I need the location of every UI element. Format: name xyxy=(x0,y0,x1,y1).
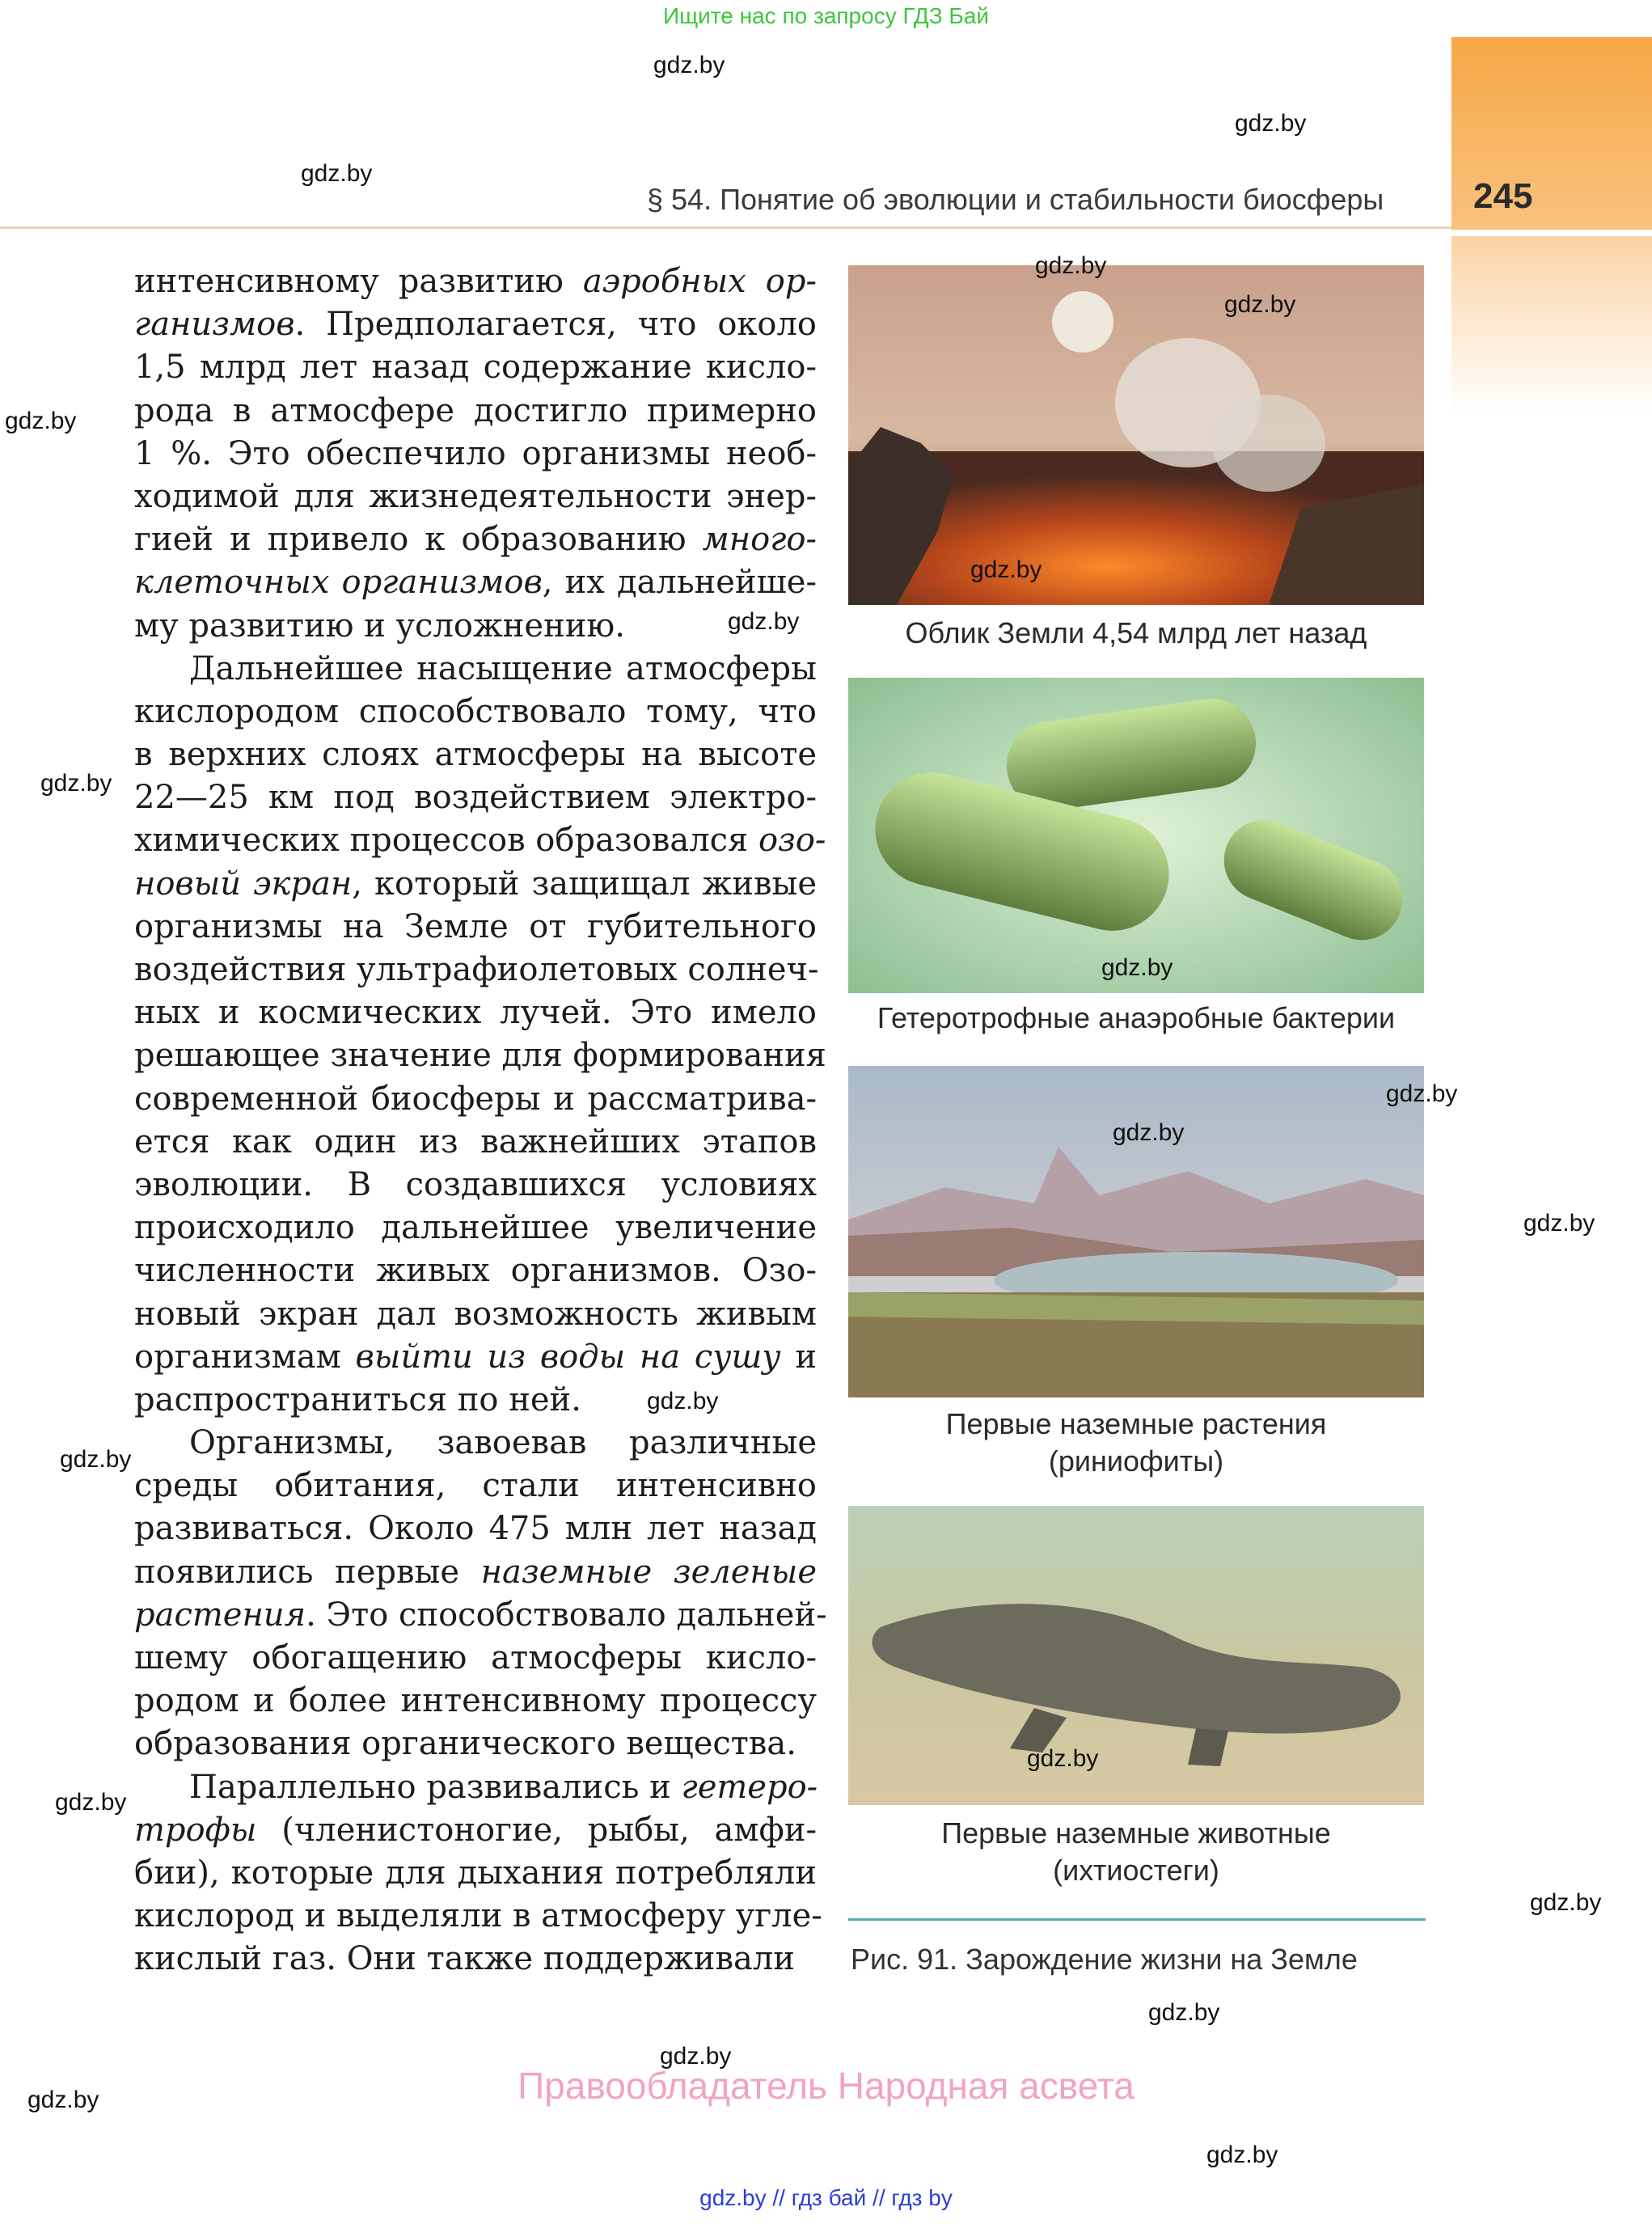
italic-term: ганизмов xyxy=(134,306,295,344)
text-line xyxy=(134,346,817,389)
first-animals-image xyxy=(848,1506,1424,1805)
text-run: бии), которые для дыхания потребляли xyxy=(134,1854,817,1892)
text-line xyxy=(134,906,817,949)
text-run: ходимой для жизнедеятельности энер- xyxy=(134,477,817,515)
header-divider xyxy=(0,226,1451,229)
text-line xyxy=(134,1207,817,1249)
text-run: организмам xyxy=(134,1338,356,1376)
text-line xyxy=(134,1551,817,1594)
italic-term: гетеро- xyxy=(681,1768,818,1806)
italic-term: озо- xyxy=(758,822,826,860)
text-line xyxy=(134,1938,817,1981)
watermark: gdz.by xyxy=(660,2043,732,2070)
watermark: gdz.by xyxy=(1386,1080,1458,1107)
text-line xyxy=(134,1766,817,1809)
watermark: gdz.by xyxy=(60,1446,132,1473)
text-run: гией и привело к образованию xyxy=(134,521,703,559)
text-run: появились первые xyxy=(134,1553,481,1591)
watermark: gdz.by xyxy=(653,52,725,78)
early-earth-image xyxy=(848,265,1424,605)
watermark: gdz.by xyxy=(1035,252,1107,279)
text-line xyxy=(134,819,826,862)
text-line xyxy=(134,1507,817,1550)
text-run: воздействия ультрафиолетовых солнеч- xyxy=(134,951,819,988)
text-run: образования органического вещества. xyxy=(134,1725,796,1763)
italic-term: выйти из воды на сушу xyxy=(355,1338,781,1376)
italic-term: клеточных организмов xyxy=(134,564,543,602)
text-line xyxy=(134,518,817,561)
text-run: родом и более интенсивному процессу xyxy=(134,1682,817,1720)
text-run: шему обогащению атмосферы кисло- xyxy=(134,1639,817,1676)
text-run: в верхних слоях атмосферы на высоте xyxy=(134,736,817,774)
text-line xyxy=(134,605,817,648)
text-run: распространиться по ней. xyxy=(134,1380,581,1419)
text-line xyxy=(134,1465,817,1507)
watermark: gdz.by xyxy=(970,556,1042,583)
text-run: и xyxy=(780,1338,818,1376)
text-run: му развитию и усложнению. xyxy=(134,607,625,645)
text-line xyxy=(134,734,817,776)
figure-divider xyxy=(848,1918,1426,1921)
watermark: gdz.by xyxy=(1027,1745,1099,1772)
italic-term: новый экран xyxy=(134,865,353,903)
text-line xyxy=(134,1078,817,1121)
bacteria-caption: Гетеротрофные анаэробные бактерии xyxy=(877,1001,1396,1034)
text-run: 22—25 км под воздействием электро- xyxy=(134,779,817,817)
text-line xyxy=(134,1164,817,1207)
text-line xyxy=(134,949,817,991)
text-run: Параллельно развивались и xyxy=(189,1768,682,1806)
section-title: § 54. Понятие об эволюции и стабильности биосферы xyxy=(647,183,1384,216)
italic-term: аэробных ор- xyxy=(582,263,817,300)
watermark: gdz.by xyxy=(1148,1999,1220,2026)
text-line xyxy=(134,991,817,1034)
text-line xyxy=(134,1249,817,1292)
text-run: (членистоногие, рыбы, амфи- xyxy=(256,1811,817,1849)
text-line xyxy=(134,1034,826,1077)
top-banner[interactable]: Ищите нас по запросу ГДЗ Бай xyxy=(662,3,990,28)
first-animals-caption-1: Первые наземные животные xyxy=(941,1816,1331,1850)
first-plants-caption-2: (риниофиты) xyxy=(1048,1444,1224,1478)
watermark: gdz.by xyxy=(55,1789,127,1816)
text-line xyxy=(134,433,817,476)
italic-term: много- xyxy=(702,521,817,559)
text-line xyxy=(134,1422,817,1465)
italic-term: растения xyxy=(134,1596,306,1634)
text-line xyxy=(134,863,817,906)
watermark: gdz.by xyxy=(1113,1119,1185,1146)
text-line xyxy=(134,1121,817,1164)
text-run: организмы на Земле от губительного xyxy=(134,907,817,945)
text-run: Организмы, завоевав различные xyxy=(189,1424,817,1462)
text-line xyxy=(134,1336,817,1379)
text-run: численности живых организмов. Озо- xyxy=(134,1252,817,1290)
text-run: среды обитания, стали интенсивно xyxy=(134,1467,817,1505)
text-line xyxy=(134,1594,827,1637)
watermark: gdz.by xyxy=(40,770,112,797)
page-number: 245 xyxy=(1473,176,1533,216)
watermark: gdz.by xyxy=(728,608,800,635)
text-line xyxy=(134,1680,817,1723)
text-run: химических процессов образовался xyxy=(134,822,758,860)
italic-term: наземные зеленые xyxy=(480,1553,817,1591)
text-run: кислород и выделяли в атмосферу угле- xyxy=(134,1897,822,1935)
text-run: решающее значение для формирования xyxy=(134,1037,826,1075)
watermark: gdz.by xyxy=(5,408,77,434)
page-tab-fade xyxy=(1451,236,1652,414)
text-run: 1,5 млрд лет назад содержание кисло- xyxy=(134,349,817,387)
watermark: gdz.by xyxy=(301,160,373,187)
text-line xyxy=(134,648,817,691)
text-run: кислый газ. Они также поддерживали xyxy=(134,1940,795,1978)
text-run: ных и космических лучей. Это имело xyxy=(134,994,817,1032)
watermark: gdz.by xyxy=(1206,2142,1278,2168)
watermark: gdz.by xyxy=(1101,954,1173,981)
text-run: развиваться. Около 475 млн лет назад xyxy=(134,1510,817,1548)
text-line xyxy=(134,561,817,604)
text-line xyxy=(134,691,817,734)
text-line xyxy=(134,1809,817,1852)
text-run: новый экран дал возможность живым xyxy=(134,1295,817,1333)
text-run: ется как один из важнейших этапов xyxy=(134,1123,817,1161)
watermark: gdz.by xyxy=(647,1388,719,1414)
text-run: интенсивному развитию xyxy=(134,263,583,300)
early-earth-caption: Облик Земли 4,54 млрд лет назад xyxy=(905,616,1367,649)
text-line xyxy=(134,476,817,518)
watermark: gdz.by xyxy=(27,2087,99,2113)
text-run: современной биосферы и рассматрива- xyxy=(134,1080,817,1118)
text-run: . Это способствовало дальней- xyxy=(306,1596,827,1634)
watermark: gdz.by xyxy=(1235,110,1307,137)
footer-links[interactable]: gdz.by // гдз бай // гдз by xyxy=(699,2185,953,2210)
bacteria-image xyxy=(848,678,1424,993)
text-line xyxy=(134,303,817,346)
first-plants-image xyxy=(848,1066,1424,1397)
figure-label: Рис. 91. Зарождение жизни на Земле xyxy=(851,1943,1358,1976)
watermark: gdz.by xyxy=(1224,291,1296,318)
text-run: эволюции. В создавшихся условиях xyxy=(134,1165,817,1203)
text-line xyxy=(134,1293,817,1336)
text-run: , который защищал живые xyxy=(352,865,817,903)
text-run: , их дальнейше- xyxy=(542,564,817,602)
first-animals-caption-2: (ихтиостеги) xyxy=(1053,1854,1219,1887)
text-line xyxy=(134,1637,817,1680)
watermark: gdz.by xyxy=(1530,1889,1602,1916)
text-line xyxy=(134,1852,817,1895)
first-plants-caption-1: Первые наземные растения xyxy=(945,1407,1327,1440)
text-line xyxy=(134,1895,822,1938)
text-line xyxy=(134,1723,817,1765)
text-line xyxy=(134,776,817,819)
italic-term: трофы xyxy=(134,1811,257,1849)
copyright-notice: Правообладатель Народная асвета xyxy=(518,2065,1134,2107)
text-run: Дальнейшее насыщение атмосферы xyxy=(189,649,817,687)
text-line xyxy=(134,390,817,433)
text-run: кислородом способствовало тому, что xyxy=(134,692,817,730)
text-run: рода в атмосфере достигло примерно xyxy=(134,391,817,429)
text-run: 1 %. Это обеспечило организмы необ- xyxy=(134,434,817,472)
text-run: происходило дальнейшее увеличение xyxy=(134,1209,817,1247)
body-text xyxy=(134,260,827,1981)
text-line xyxy=(134,260,817,303)
watermark: gdz.by xyxy=(1523,1210,1595,1237)
text-run: . Предполагается, что около xyxy=(294,306,817,344)
